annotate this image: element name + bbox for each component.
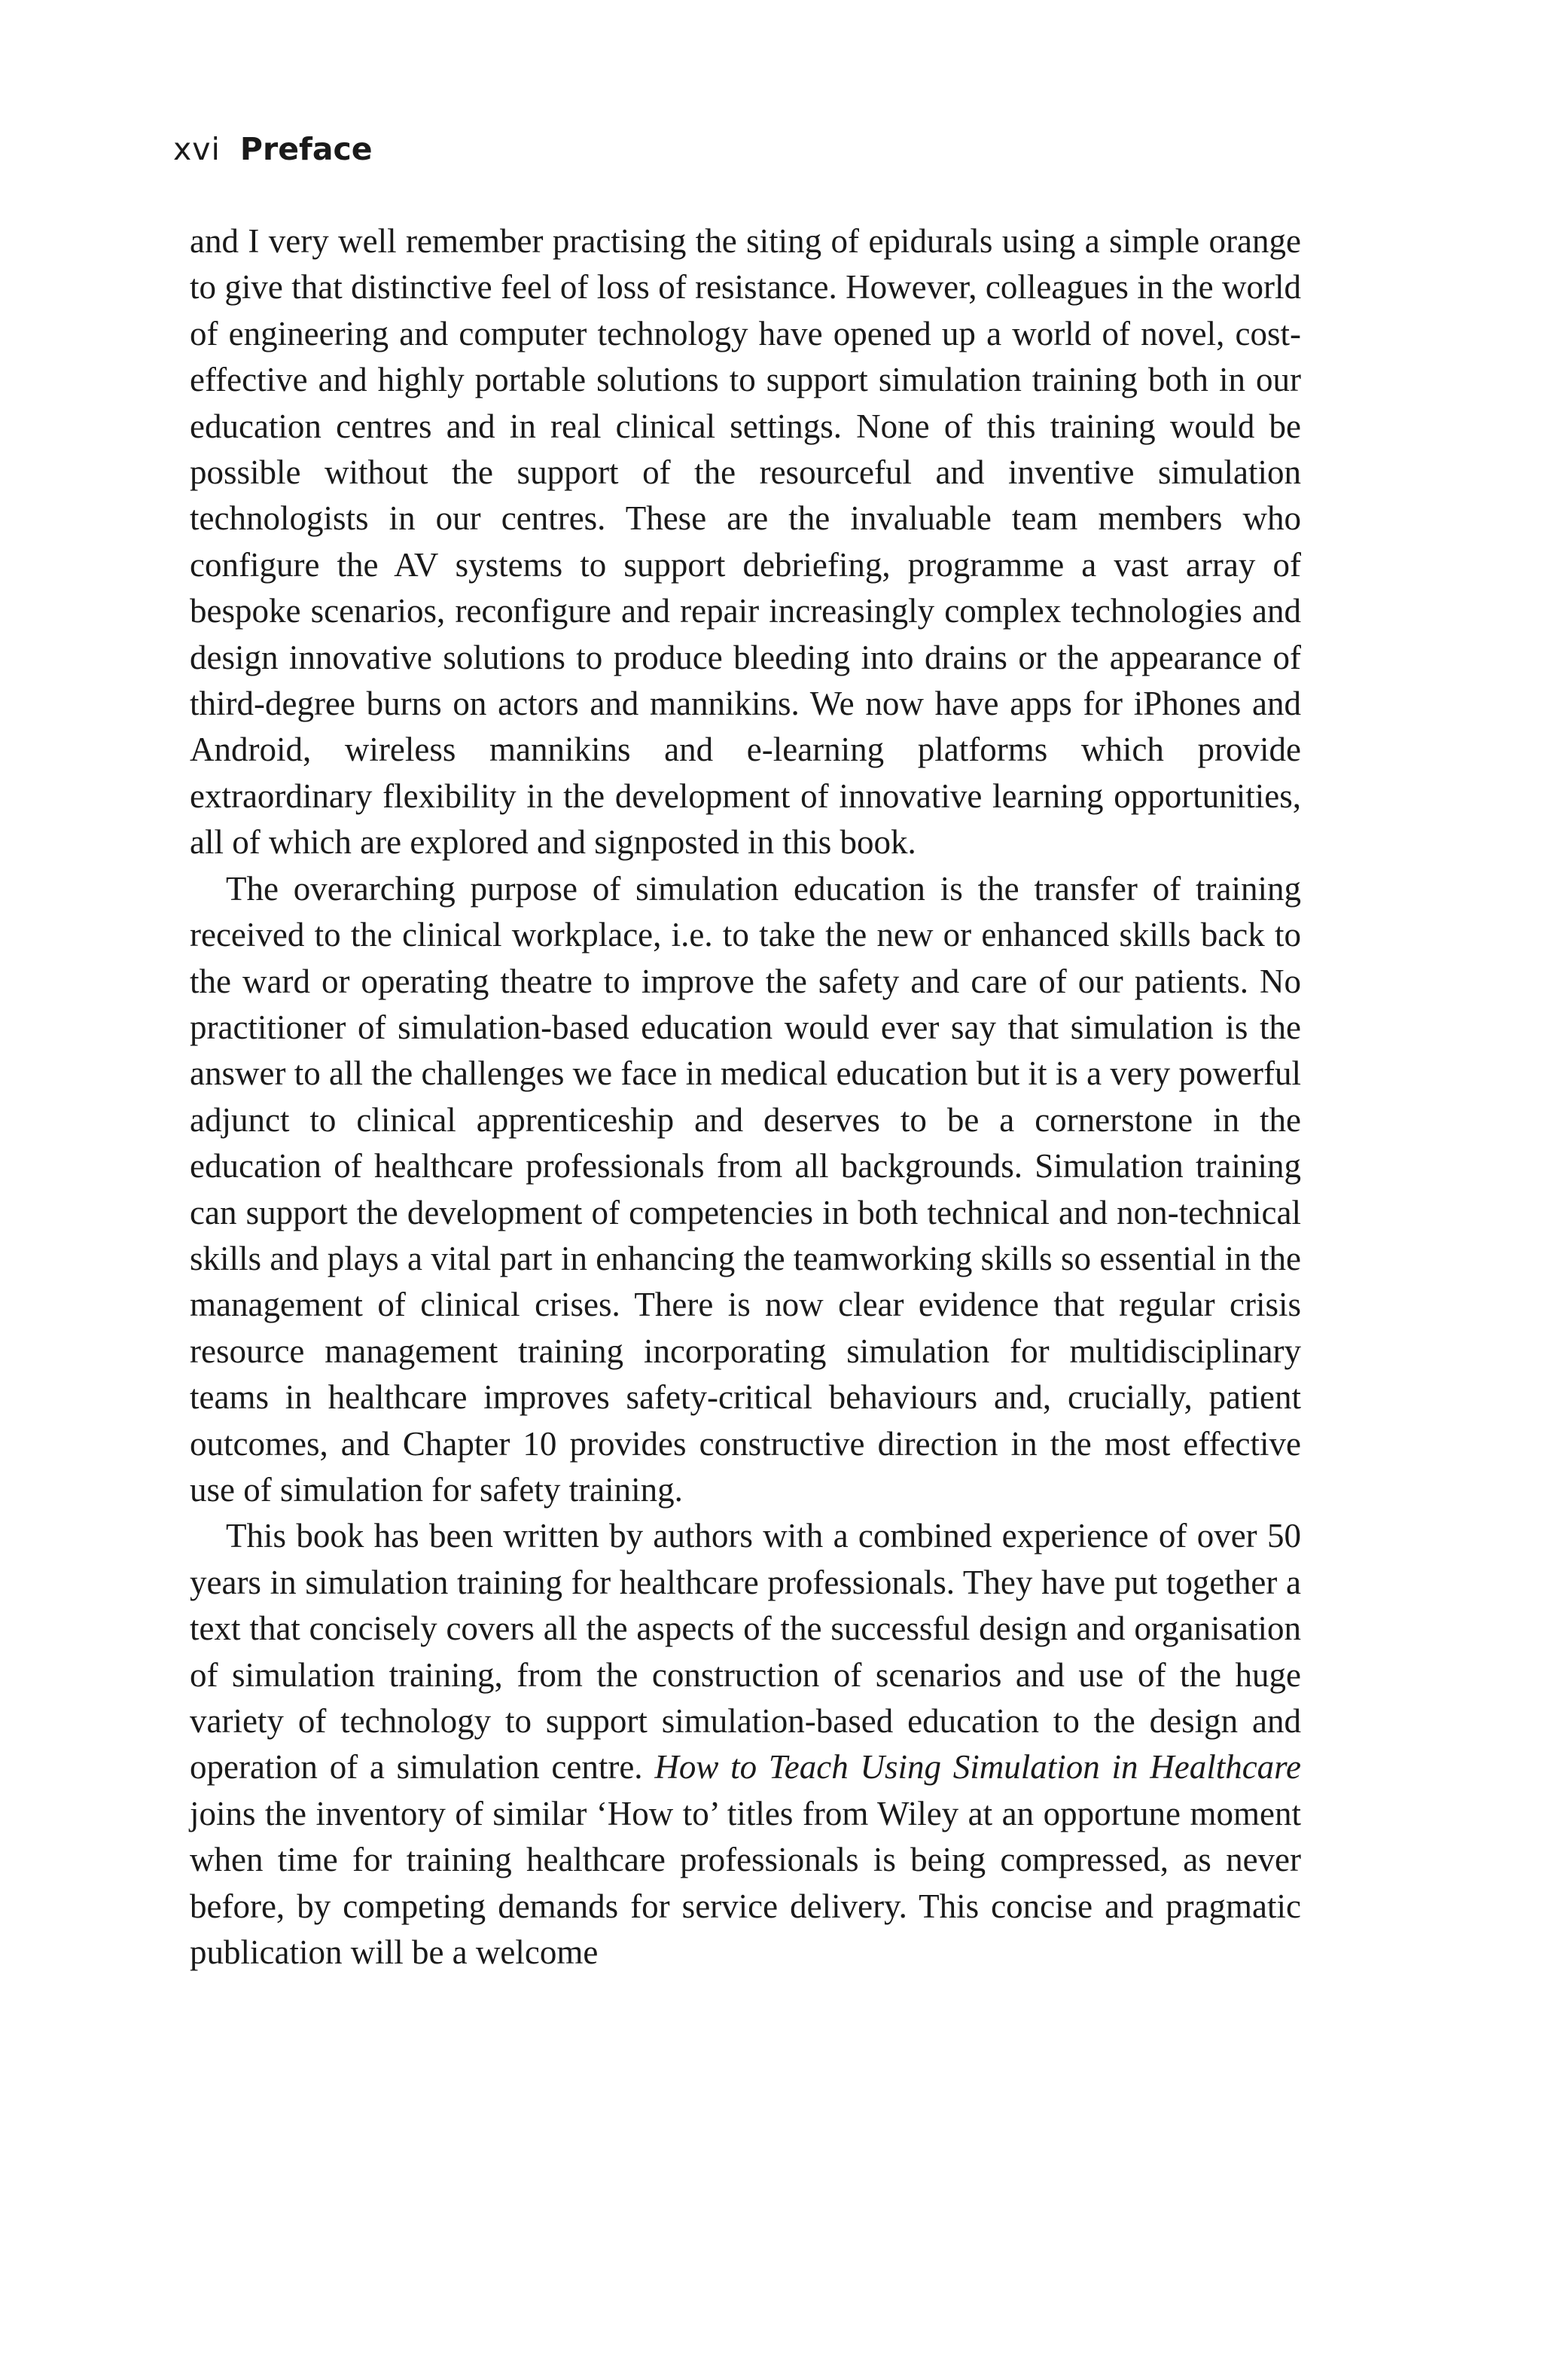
- paragraph-1: and I very well remember practising the siting of epidurals using a simple orange to give that distinctive feel of loss of resistance. However, colleagues in the world of engineering and computer technology have opened up a world of novel, cost-effective and highly portable solutions to support simulation training both in our education centres and in real clinical settings. None of this training would be possible without the support of the resourceful and inventive simulation technologists in our centres. These are the invaluable team members who configure the AV systems to support debriefing, programme a vast array of bespoke scenarios, reconfigure and repair increasingly complex technologies and design innovative solutions to produce bleeding into drains or the appearance of third-degree burns on actors and mannikins. We now have apps for iPhones and Android, wireless mannikins and e-learning platforms which provide extraordinary flexibility in the development of innovative learning opportunities, all of which are explored and signposted in this book.: [190, 222, 1301, 862]
- paragraph-2: The overarching purpose of simulation education is the transfer of training received to the clinical workplace, i.e. to take the new or enhanced skills back to the ward or operating theatre to improve the safety and care of our patients. No practitioner of simulation-based education would ever say that simulation is the answer to all the challenges we face in medical education but it is a very powerful adjunct to clinical apprenticeship and deserves to be a cornerstone in the education of healthcare professionals from all backgrounds. Simulation training can support the development of competencies in both technical and non-technical skills and plays a vital part in enhancing the teamworking skills so essential in the management of clinical crises. There is now clear evidence that regular crisis resource management training incorporating simulation for multidisciplinary teams in healthcare improves safety-critical behaviours and, crucially, patient outcomes, and Chapter 10 provides constructive direction in the most effective use of simulation for safety training.: [190, 869, 1301, 1509]
- running-head: [173, 128, 373, 170]
- paragraph-3-text-before: This book has been written by authors with a combined experience of over 50 years in simulation training for healthcare professionals. They have put together a text that concisely covers all the aspects of the successful design and organisation of simulation training, from the construction of scenarios and use of the huge variety of technology to support simulation-based education to the design and operation of a simulation centre.: [190, 1517, 1301, 1787]
- body-text: [190, 218, 1301, 1976]
- book-title-italic: How to Teach Using Simulation in Healthcare: [654, 1748, 1301, 1787]
- paragraph-3-text-after: joins the inventory of similar ‘How to’ titles from Wiley at an opportune moment when time for training healthcare professionals is being compressed, as never before, by competing demands for service delivery. This concise and pragmatic publication will be a welcome: [190, 1794, 1301, 1972]
- page-number: xvi: [173, 131, 221, 167]
- section-title: Preface: [239, 131, 373, 167]
- paragraph-3: [190, 1513, 1301, 1976]
